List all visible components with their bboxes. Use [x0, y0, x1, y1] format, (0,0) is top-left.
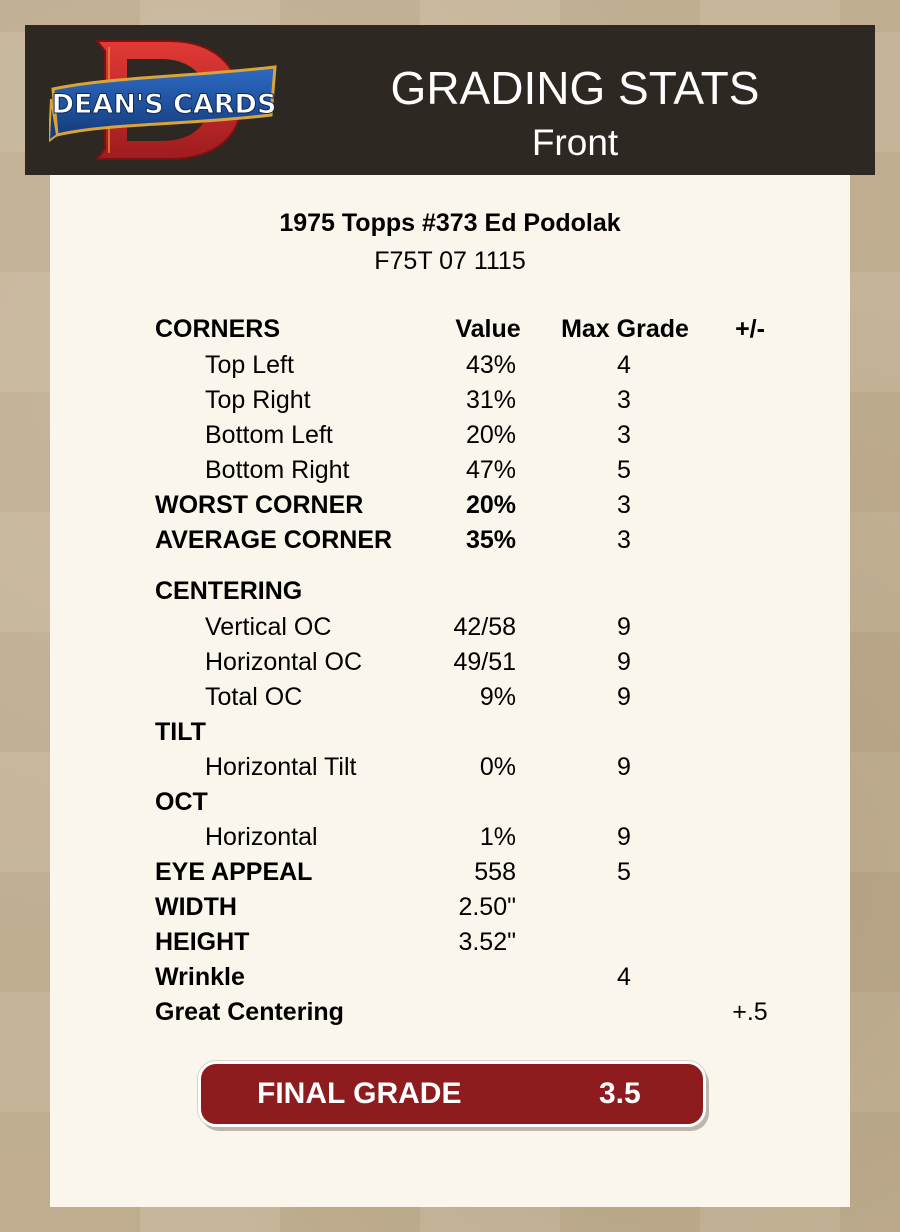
- stat-value: 20%: [465, 491, 516, 519]
- final-grade-value: 3.5: [599, 1077, 641, 1110]
- stat-label: Top Left: [205, 351, 294, 379]
- stat-row-top-left: [50, 351, 850, 385]
- final-grade-label: FINAL GRADE: [257, 1077, 462, 1110]
- stat-label: WIDTH: [155, 893, 237, 921]
- stat-row-oct-horizontal: [50, 823, 850, 857]
- final-grade-box: [198, 1061, 706, 1127]
- stat-max-grade: 3: [617, 421, 631, 449]
- stat-value: 2.50": [458, 893, 516, 921]
- card-title: 1975 Topps #373 Ed Podolak: [279, 209, 621, 237]
- stat-max-grade: 5: [617, 456, 631, 484]
- deans-cards-logo: [49, 37, 279, 163]
- stat-value: 31%: [465, 386, 516, 414]
- card-code: F75T 07 1115: [374, 247, 526, 275]
- stat-row-horizontal-tilt: [50, 753, 850, 787]
- stat-row-top-right: [50, 386, 850, 420]
- stat-label: Wrinkle: [155, 963, 245, 991]
- stat-row-bottom-right: [50, 456, 850, 490]
- stat-max-grade: 5: [617, 858, 631, 886]
- stat-row-horizontal-oc: [50, 648, 850, 682]
- stat-row-eye-appeal: [50, 858, 850, 892]
- stat-max-grade: 3: [617, 491, 631, 519]
- column-label-plus-minus: +/-: [735, 315, 765, 343]
- stat-value: 35%: [465, 526, 516, 554]
- stat-max-grade: 9: [617, 683, 631, 711]
- logo-text: DEAN'S CARDS: [51, 89, 277, 120]
- stat-value: 1%: [479, 823, 516, 851]
- stat-row-width: [50, 893, 850, 927]
- stat-label: Horizontal OC: [205, 648, 362, 676]
- stat-value: 43%: [465, 351, 516, 379]
- stat-label: Vertical OC: [205, 613, 332, 641]
- stat-value: 47%: [465, 456, 516, 484]
- stat-row-vertical-oc: [50, 613, 850, 647]
- stat-row-total-oc: [50, 683, 850, 717]
- stat-max-grade: 9: [617, 613, 631, 641]
- stat-label: AVERAGE CORNER: [155, 526, 393, 554]
- stat-value: 42/58: [453, 613, 516, 641]
- section-label: CENTERING: [155, 577, 303, 605]
- stats-column-header: [50, 315, 850, 349]
- stat-max-grade: 3: [617, 386, 631, 414]
- stat-label: Horizontal Tilt: [205, 753, 357, 781]
- stat-max-grade: 9: [617, 753, 631, 781]
- stat-label: HEIGHT: [155, 928, 250, 956]
- stat-label: Bottom Right: [205, 456, 350, 484]
- stat-value: 49/51: [453, 648, 516, 676]
- stat-row-average-corner: [50, 526, 850, 560]
- stat-value: 9%: [479, 683, 516, 711]
- stat-max-grade: 3: [617, 526, 631, 554]
- stat-value: 558: [474, 858, 516, 886]
- header-bar: [25, 25, 875, 175]
- stat-value: 0%: [479, 753, 516, 781]
- stat-label: Great Centering: [155, 998, 344, 1026]
- section-label: TILT: [155, 718, 206, 746]
- page-title: GRADING STATS: [390, 62, 760, 114]
- stat-label: Bottom Left: [205, 421, 333, 449]
- stat-label: Top Right: [205, 386, 311, 414]
- stat-row-bottom-left: [50, 421, 850, 455]
- stat-label: WORST CORNER: [155, 491, 364, 519]
- stat-plus-minus: +.5: [732, 998, 768, 1026]
- section-label: OCT: [155, 788, 208, 816]
- stat-max-grade: 4: [617, 351, 631, 379]
- column-label-value: Value: [455, 315, 521, 343]
- stat-max-grade: 9: [617, 648, 631, 676]
- grading-panel: [50, 175, 850, 1207]
- stat-label: EYE APPEAL: [155, 858, 313, 886]
- stat-row-centering: [50, 577, 850, 611]
- page-subtitle: Front: [531, 122, 619, 163]
- stat-max-grade: 4: [617, 963, 631, 991]
- stat-row-great-centering: [50, 998, 850, 1032]
- column-label-max-grade: Max Grade: [561, 315, 689, 343]
- stat-row-wrinkle: [50, 963, 850, 997]
- stat-value: 3.52": [458, 928, 516, 956]
- stat-value: 20%: [465, 421, 516, 449]
- column-label-corners: CORNERS: [155, 315, 281, 343]
- stat-label: Horizontal: [205, 823, 318, 851]
- stat-row-worst-corner: [50, 491, 850, 525]
- stat-label: Total OC: [205, 683, 303, 711]
- stat-row-oct: [50, 788, 850, 822]
- stat-row-height: [50, 928, 850, 962]
- stat-max-grade: 9: [617, 823, 631, 851]
- stat-row-tilt: [50, 718, 850, 752]
